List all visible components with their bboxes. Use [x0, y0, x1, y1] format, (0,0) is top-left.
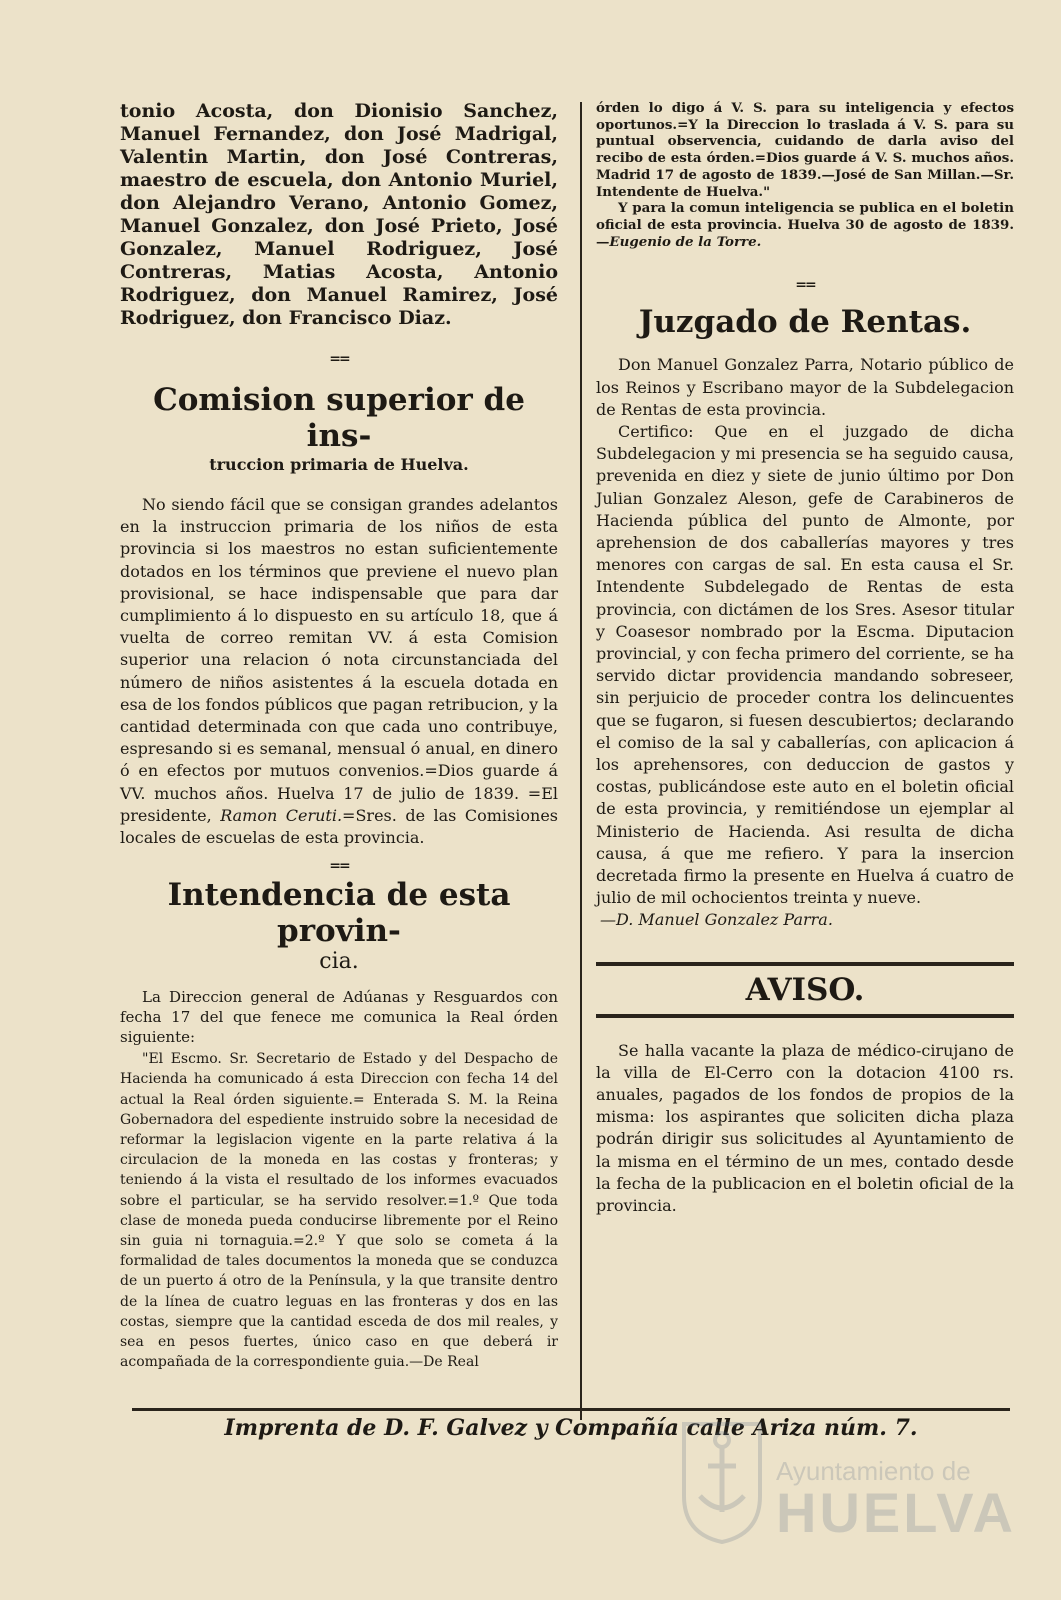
comision-signature: Ramon Ceruti.	[220, 805, 343, 825]
aviso-body: Se halla vacante la plaza de médico-cirujano de la villa de El-Cerro con la dotacion 4100 rs. anuales, pagados de los fondos de propios de la misma: los aspirantes que soliciten dicha plaza podrán dirigir sus solicitudes al Ayuntamiento de la misma en el término de un mes, contado desde la fecha de la publicacion en el boletin oficial de la provincia.	[596, 1040, 1014, 1216]
section-separator: ==	[329, 351, 349, 367]
continuation-paragraph-2: Y para la comun inteligencia se publica en el boletin oficial de esta provincia. Huelva 30 de agosto de 1839.—Eugenio de la Torre.	[596, 200, 1014, 250]
comision-title: Comision superior de ins-	[153, 382, 525, 454]
juzgado-title: Juzgado de Rentas.	[638, 304, 972, 341]
section-separator: ==	[329, 858, 349, 875]
comision-subtitle: truccion primaria de Huelva.	[209, 455, 469, 474]
continuation-paragraph: órden lo digo á V. S. para su inteligencia y efectos oportunos.=Y la Direccion lo traslada á V. S. para su puntual observencia, cuidando de darla aviso del recibo de esta órden.=Dios guarde á V. S. muchos años. Madrid 17 de agosto de 1839.—José de San Millan.—Sr. Intendente de Huelva."	[596, 100, 1014, 200]
juzgado-body: Certifico: Que en el juzgado de dicha Subdelegacion y mi presencia se ha seguido causa, prevenida en diez y siete de junio último por Don Julian Gonzalez Aleson, gefe de Carabineros de Hacienda pública del punto de Almonte, por aprehension de dos caballerías mayores y tres menores con cargas de sal. En esta causa el Sr. Intendente Subdelegado de Rentas de esta provincia, con dictámen de los Sres. Asesor titular y Coasesor nombrado por la Escma. Diputacion provincial, y con fecha primero del corriente, se ha servido dictar providencia mandando sobreseer, sin perjuicio de proceder contra los delincuentes que se fugaron, si fuesen descubiertos; declarando el comiso de la sal y caballerías, con aplicacion á los aprehensores, con deduccion de gastos y costas, publicándose este auto en el boletin oficial de esta provincia, y remitiéndose un ejemplar al Ministerio de Hacienda. Asi resulta de dicha causa, á que me refiero. Y para la insercion decretada firmo la presente en Huelva á cuatro de julio de mil ochocientos treinta y nueve.	[596, 421, 1014, 908]
names-paragraph: tonio Acosta, don Dionisio Sanchez, Manuel Fernandez, don José Madrigal, Valentin Martin, don José Contreras, maestro de escuela, don Antonio Muriel, don Alejandro Verano, Antonio Gomez, Manuel Gonzalez, don José Prieto, José Gonzalez, Manuel Rodriguez, José Contreras, Matias Acosta, Antonio Rodriguez, don Manuel Ramirez, José Rodriguez, don Francisco Diaz.	[120, 100, 558, 329]
column-divider	[580, 102, 582, 1420]
intendencia-title: Intendencia de esta provin-	[167, 877, 511, 950]
comision-body: No siendo fácil que se consigan grandes adelantos en la instruccion primaria de los niños de esta provincia si los maestros no estan suficientemente dotados en los términos que previene el nuevo plan provisional, se hace indispensable que para dar cumplimiento á lo dispuesto en su artículo 18, que á vuelta de correo remitan VV. á esta Comision superior una relacion ó nota circunstanciada del número de niños asistentes á la escuela dotada en esa de los fondos públicos que pagan retribucion, y la cantidad determinada con que cada uno contribuye, espresando si es semanal, mensual ó anual, en dinero ó en efectos por mutuos convenios.=Dios guarde á VV. muchos años. Huelva 17 de julio de 1839. =El presidente, Ramon Ceruti.=Sres. de las Comisiones locales de escuelas de esta provincia.	[120, 495, 558, 848]
intendencia-title-cont: cia.	[319, 949, 359, 975]
section-separator: ==	[795, 277, 815, 294]
torre-signature: Eugenio de la Torre.	[609, 233, 762, 250]
watermark	[668, 1410, 1028, 1560]
aviso-top-rule	[596, 962, 1014, 966]
juzgado-intro: Don Manuel Gonzalez Parra, Notario público de los Reinos y Escribano mayor de la Subdelegacion de Rentas de esta provincia.	[596, 355, 1014, 419]
watermark-line1: Ayuntamiento de	[776, 1456, 971, 1486]
aviso-title: AVISO.	[745, 971, 865, 1008]
aviso-bottom-rule	[596, 1014, 1014, 1018]
intendencia-quote: "El Escmo. Sr. Secretario de Estado y del Despacho de Hacienda ha comunicado á esta Direccion con fecha 14 del actual la Real órden siguiente.= Enterada S. M. la Reina Gobernadora del espediente instruido sobre la necesidad de reformar la legislacion vigente en la parte relativa á la circulacion de la moneda en las costas y fronteras; y teniendo á la vista el resultado de los informes evacuados sobre el particular, se ha servido resolver.=1.º Que toda clase de moneda pueda conducirse libremente por el Reino sin guia ni tornaguia.=2.º Y que solo se cometa á la formalidad de tales documentos la moneda que se conduzca de un puerto á otro de la Península, y la que transite dentro de la línea de cuatro leguas en las fronteras y dos en las costas, siempre que la cantidad esceda de dos mil reales, y sea en pesos fuertes, único caso en que deberá ir acompañada de la correspondiente guia.—De Real	[120, 1051, 558, 1371]
printer-imprint: Imprenta de D. F. Galvez y Compañía calle Ariza núm. 7.	[224, 1415, 918, 1441]
juzgado-signature: —D. Manuel Gonzalez Parra.	[600, 910, 833, 930]
left-column	[120, 100, 558, 1373]
huelva-coat-of-arms-icon	[678, 1416, 766, 1546]
watermark-line2: HUELVA	[776, 1481, 1016, 1544]
intendencia-intro: La Direccion general de Adúanas y Resguardos con fecha 17 del que fenece me comunica la Real órden siguiente:	[120, 988, 558, 1047]
right-column	[596, 100, 1014, 1217]
